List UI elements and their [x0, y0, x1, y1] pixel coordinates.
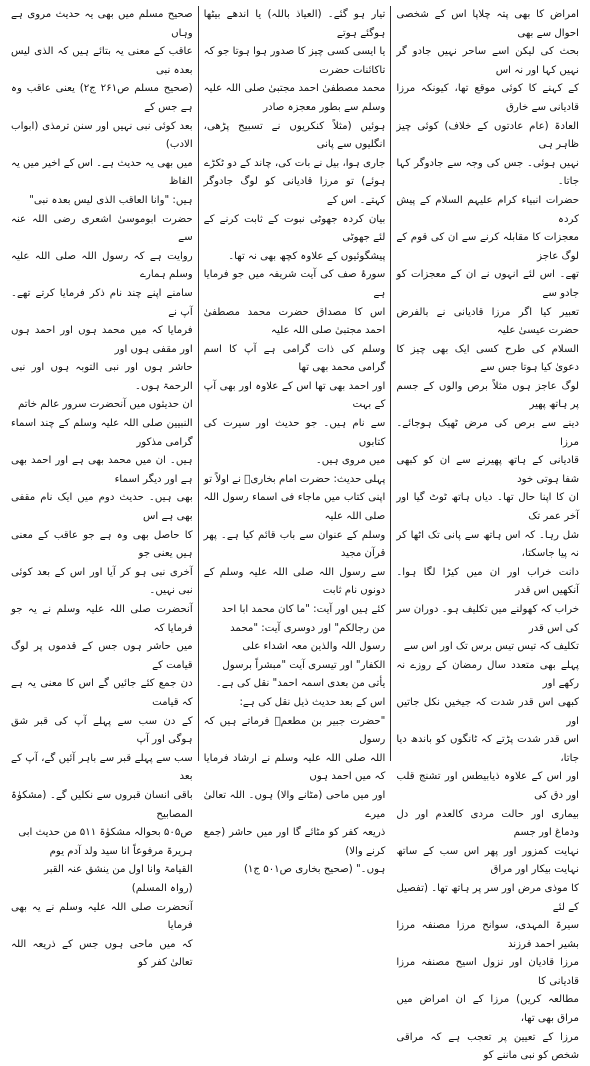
text-line: الکفار" اور تیسری آیت "مبشراً برسول — [222, 659, 386, 671]
text-line: مطالعہ کریں) مرزا کے ان امراض میں مراق بھی تھا، — [396, 994, 579, 1025]
text-line: حاشر ہوں اور نبی التوبہ ہوں اور نبی الرحمۃ ہوں۔ — [10, 362, 193, 392]
text-line: میں مروی ہیں۔ — [315, 455, 386, 467]
text-line: سورۂ صف کی آیت شریفہ میں جو فرمایا ہے — [203, 269, 386, 299]
text-line: من رجالکم" اور دوسری آیت: "محمد — [230, 622, 386, 634]
text-line: وسلم کی ذات گرامی ہے آپ کا اسم گرامی محمد بھی تھا — [203, 343, 386, 374]
text-line: النبیین صلی اللہ علیہ وسلم کے چند اسماء گرامی مذکور — [10, 418, 193, 448]
text-line: حضرات انبیاء کرام علیہم السلام کے پیش کردہ — [396, 194, 579, 225]
text-line: قادیانی کے ہاتھ پھیرنے سے ان کو کبھی شفا ہوتی خود — [396, 455, 579, 485]
text-line: یأتی من بعدی اسمہ احمد" نقل کی ہے۔ — [215, 678, 386, 690]
text-line: تکلیف کہ تیس تیس برس تک اور اس سے — [403, 641, 579, 653]
text-line: فرمایا کہ میں محمد ہوں اور احمد ہوں اور مقفی ہوں اور — [10, 325, 193, 355]
text-line: اس قدر شدت پڑتے کہ ٹانگوں کو باندھ دیا جاتا، — [396, 734, 579, 764]
text-line: تیار ہو گئے۔ (العیاذ باللہ) یا اندھے بیٹھا ہوگئے ہوتے — [203, 9, 386, 39]
text-line: امراض کا بھی پتہ چلاپا اس کے شخصی احوال سے بھی — [396, 9, 579, 39]
text-line: ہوں۔" (صحیح بخاری ص۵۰۱ ج۱) — [243, 864, 386, 876]
text-line: بیان کردہ جھوٹی نبوت کے ثابت کرنے کے لئے جھوٹی — [203, 213, 386, 244]
text-line: وسلم کے عنوان سے باب قائم کیا ہے۔ پھر قرآن مجید — [203, 529, 386, 560]
text-line: کہ میں ماحی ہوں جس کے ذریعہ اللہ تعالیٰ کفر کو — [10, 938, 193, 969]
text-line: بعد کوئی نبی نہیں اور سنن ترمذی (ابواب الادب) — [10, 120, 193, 151]
text-line: میں حاشر ہوں جس کے قدموں پر لوگ قیامت کے — [10, 641, 193, 671]
text-line: یا ایسی کسی چیز کا صدور ہوا ہوتا جو کہ تاکائنات حضرت — [203, 46, 386, 76]
text-line: تعبیر کیا اگر مرزا قادیانی نے بالفرض حضرت عیسیٰ علیہ — [396, 306, 579, 337]
column-right — [391, 6, 584, 1062]
text-line: ان حدیثوں میں آنحضرت سرور عالم خاتم — [17, 399, 193, 411]
text-line: دینے سے برص کی مرض ٹھیک ہوجائے۔ مرزا — [396, 418, 579, 448]
text-line: کا موذی مرض اور سر پر ہاتھ تھا۔ (تفصیل کے لئے — [396, 882, 579, 913]
text-line: اس کا مصداق حضرت محمد مصطفیٰ احمد مجتبیٰ صلی اللہ علیہ — [203, 306, 386, 337]
text-line: "حضرت جبیر بن مطعمؓ فرماتے ہیں کہ رسول — [203, 715, 386, 746]
text-line: بھی ہیں۔ حدیث دوم میں ایک نام مقفی بھی ہے اس — [10, 492, 193, 523]
text-line: سامنے اپنے چند نام ذکر فرمایا کرتے تھے۔ آپ نے — [10, 287, 193, 318]
text-line: اللہ صلی اللہ علیہ وسلم نے ارشاد فرمایا کہ میں احمد ہوں — [203, 752, 386, 783]
text-line: ہوئے) تو مرزا قادیانی کو لوگ جادوگر کہتے۔ اس کے — [203, 176, 386, 206]
text-line: مرزا کے تعیین پر تعجب ہے کہ مراقی شخص کو نبی ماننے کو — [396, 1031, 579, 1062]
text-line: عاقب کے معنی یہ بتائے ہیں کہ الذی لیس بعدہ نبی — [10, 46, 193, 76]
text-line: جاری ہوا، بیل نے بات کی، چاند کے دو ٹکڑے — [204, 157, 386, 169]
text-line: اور احمد بھی تھا اس کے علاوہ اور بھی آپ کے بہت — [203, 380, 386, 411]
text-line: لوگ عاجز ہوں مثلاً برص والوں کے جسم پر ہاتھ پھیر — [396, 380, 579, 411]
text-line: کبھی اس قدر شدت کہ جیخیں نکل جاتیں اور — [396, 696, 579, 727]
text-line: دانت خراب اور ان میں کیڑا لگا ہوا۔ آنکھیں اس قدر — [396, 566, 579, 597]
text-line: ہیں: "وانا العاقب الذی لیس بعدہ نبی" — [29, 194, 193, 206]
text-line: اور میں ماحی (مٹانے والا) ہوں۔ اللہ تعالیٰ میرے — [203, 789, 386, 820]
text-line: پہلے بھی متعدد سال رمضان کے روزے نہ رکھے اور — [396, 659, 579, 690]
text-line: (صحیح مسلم ص۲۶۱ ج۲) یعنی عاقب وہ ہے جس کے — [10, 83, 193, 113]
text-line: روایت ہے کہ رسول اللہ صلی اللہ علیہ وسلم ہمارے — [10, 250, 193, 281]
text-line: دن جمع کئے جائیں گے اس کا معنی یہ ہے کہ قیامت — [10, 678, 193, 708]
text-line: صحیح مسلم میں بھی یہ حدیث مروی ہے وہاں — [10, 9, 193, 39]
text-line: حضرت ابوموسیٰ اشعری رضی اللہ عنہ سے — [10, 213, 193, 244]
text-line: ان کا اپنا حال تھا۔ دیاں ہاتھ ٹوٹ گیا اور آخر عمر تک — [396, 492, 579, 523]
text-line: پہلی حدیث: حضرت امام بخاریؒ نے اولاً تو — [204, 473, 386, 485]
text-line: کے دن سب سے پہلے آپ کی قبر شق ہوگی اور آپ — [10, 715, 193, 746]
text-line: ہیں۔ ان میں محمد بھی ہے اور احمد بھی ہے اور دیگر اسماء — [10, 455, 193, 485]
text-line: میں بھی یہ حدیث ہے۔ اس کے اخیر میں یہ الفاظ — [10, 157, 193, 188]
text-line: رسول اللہ والذین معہ اشداء علی — [242, 641, 386, 653]
text-line: کئے ہیں اور آیت: "ما کان محمد ابا احد — [221, 604, 386, 615]
text-line: ص۵۰۵ بحوالہ مشکوٰۃ ۵۱۱ من حدیث ابی — [18, 827, 193, 839]
text-line: العادۃ (عام عادتوں کے خلاف) کوئی چیز ظاہر ہی — [396, 120, 579, 151]
text-line: خراب کہ کھولنے میں تکلیف ہو۔ دوران سر کی اس قدر — [396, 604, 579, 634]
text-line: السلام کی طرح کسی ایک بھی چیز کا دعویٰ کیا ہوتا جس سے — [396, 343, 579, 374]
text-line: ہریرۃ مرفوعاً انا سید ولد آدم یوم — [49, 845, 193, 857]
text-line: القیامۃ وانا اول من ینشق عنہ القبر — [44, 864, 193, 876]
text-line: سے نام ہیں۔ جو حدیث اور سیرت کی کتابوں — [203, 418, 386, 448]
text-line: کا حاصل بھی وہ ہے جو عاقب کے معنی ہیں یعنی جو — [10, 529, 193, 560]
text-line: پیشگوئیوں کے علاوہ کچھ بھی نہ تھا۔ — [228, 250, 386, 262]
text-line: باقی انسان قبروں سے نکلیں گے۔ (مشکوٰۃ المصابیح — [10, 789, 193, 820]
text-line: کے کہنے کا کوئی موقع تھا، کیونکہ مرزا قادیانی سے خارق — [396, 83, 579, 113]
text-columns — [6, 6, 584, 1062]
text-line: نہیں ہوئی۔ جس کی وجہ سے جادوگر کہا جاتا۔ — [396, 157, 579, 188]
text-line: بحث کی لیکن اسے ساحر نہیں جادو گر نہیں کہا اور نہ اس — [396, 46, 579, 76]
column-middle — [199, 6, 392, 876]
text-line: سیرۃ المہدی، سوانح مرزا مصنفہ مرزا بشیر احمد فرزند — [396, 920, 579, 950]
text-line: تھے۔ اس لئے انہوں نے ان کے معجزات کو جادو سے — [396, 269, 579, 299]
text-line: اور اس کے علاوہ ذیابیطس اور تشنج قلب اور دق کی — [396, 771, 579, 801]
text-line: بیماری اور حالت مردی کالعدم اور دل ودماغ اور جسم — [396, 808, 579, 839]
text-line: نہایت کمزور اور پھر اس سب کے ساتھ نہایت بیکار اور مراق — [396, 845, 579, 876]
text-line: آخری نبی ہو کر آیا اور اس کے بعد کوئی نبی نہیں۔ — [10, 566, 193, 597]
column-left — [6, 6, 199, 969]
text-line: معجزات کا مقابلہ کرنے سے ان کی قوم کے لوگ عاجز — [396, 232, 579, 262]
text-line: محمد مصطفیٰ احمد مجتبیٰ صلی اللہ علیہ وسلم سے بطور معجزہ صادر — [203, 83, 386, 113]
text-line: سے رسول اللہ صلی اللہ علیہ وسلم کے دونوں نام ثابت — [203, 566, 386, 597]
text-line: شل رہا۔ کہ اس ہاتھ سے پانی تک اٹھا کر نہ پیا جاسکتا، — [396, 529, 579, 560]
text-line: (رواہ المسلم) — [131, 882, 193, 894]
text-line: اس کے بعد حدیث ذیل نقل کی ہے: — [239, 696, 386, 708]
text-line: اپنی کتاب میں ماجاء فی اسماء رسول اللہ صلی اللہ علیہ — [203, 492, 386, 523]
text-line: آنحضرت صلی اللہ علیہ وسلم نے یہ بھی فرمایا — [10, 901, 193, 932]
text-line: ذریعہ کفر کو مٹائے گا اور میں حاشر (جمع کرنے والا) — [203, 827, 386, 857]
text-line: آنحضرت صلی اللہ علیہ وسلم نے یہ جو فرمایا کہ — [10, 604, 193, 634]
text-line: سب سے پہلے قبر سے باہر آئیں گے، آپ کے بعد — [10, 752, 193, 783]
text-line: مرزا قادیان اور نزول اسیح مصنفہ مرزا قادیانی کا — [396, 957, 579, 987]
text-line: ہوئیں (مثلاً کنکریوں نے تسبیح پڑھی، انگلیوں سے پانی — [203, 120, 386, 151]
